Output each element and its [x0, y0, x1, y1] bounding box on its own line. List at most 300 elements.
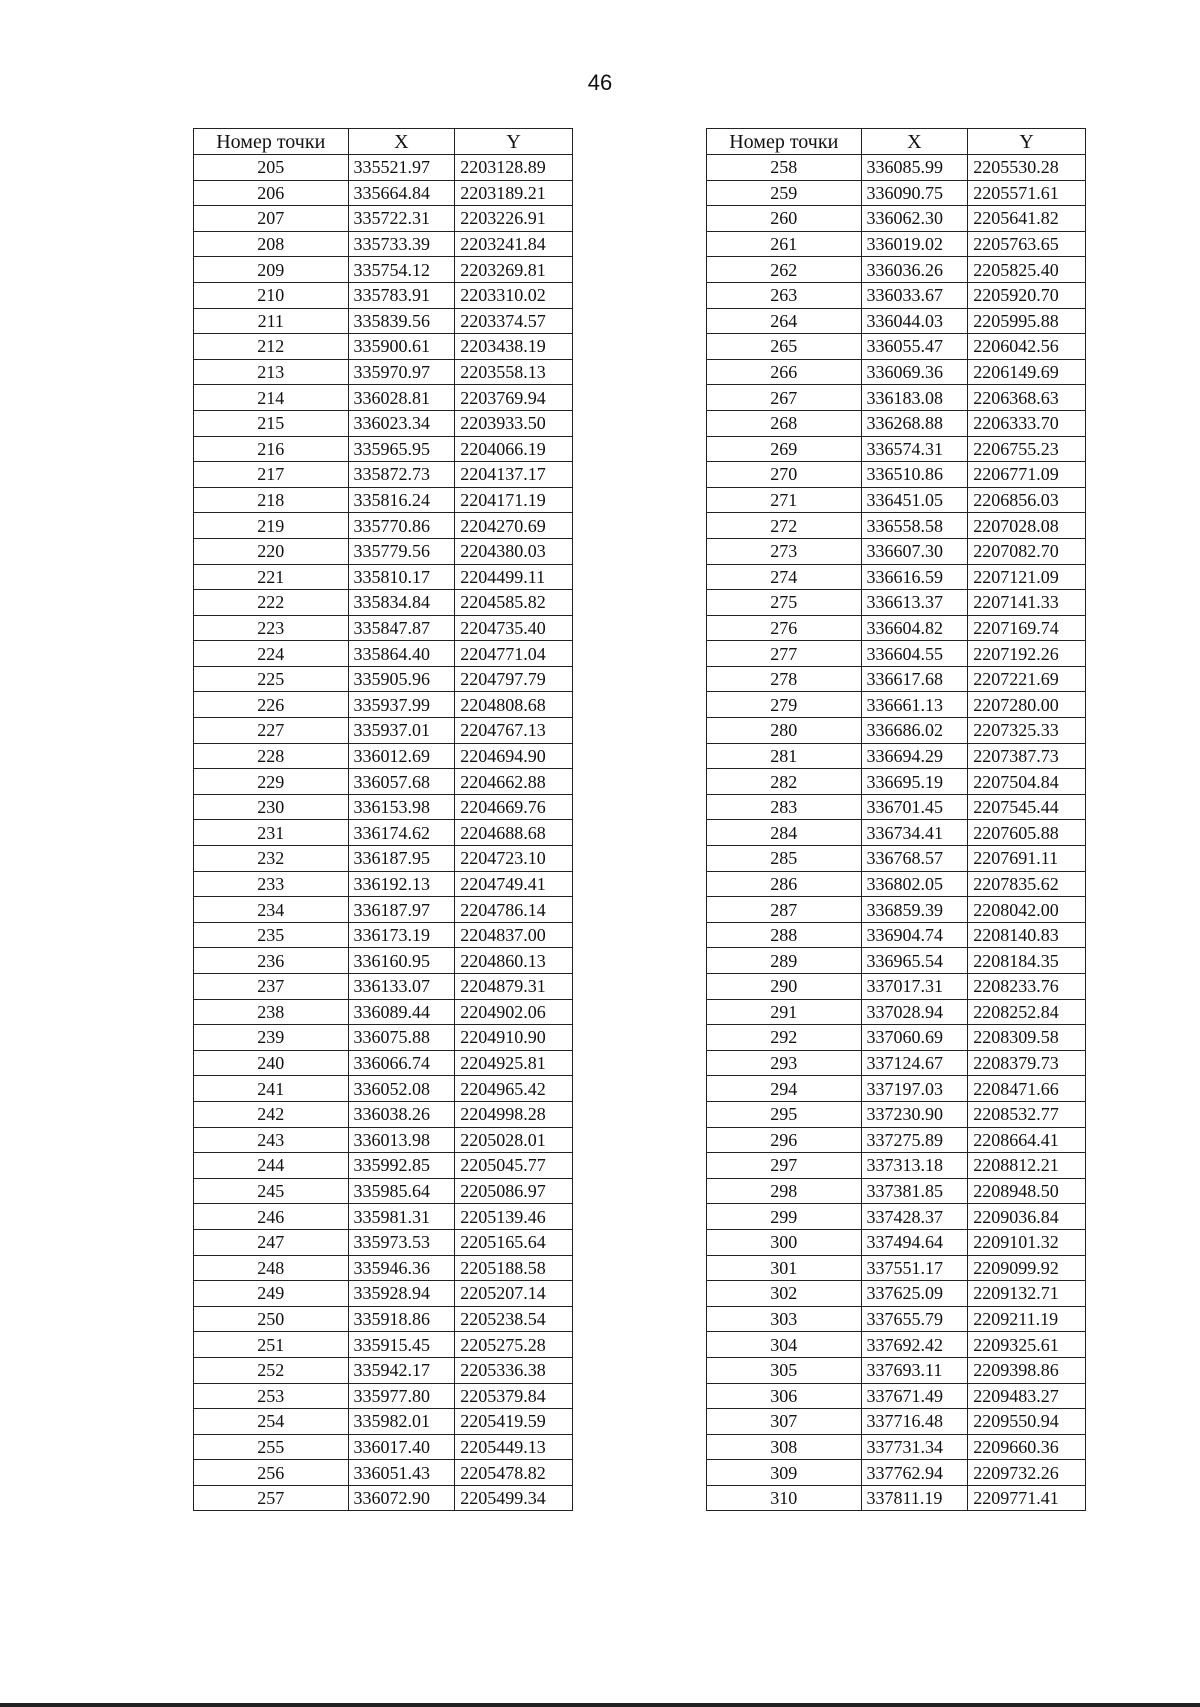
table-row — [194, 897, 573, 923]
point-number-cell: 248 — [194, 1255, 349, 1281]
point-number-cell: 288 — [707, 922, 862, 948]
x-cell: 335872.73 — [348, 462, 455, 488]
y-cell: 2203310.02 — [455, 282, 573, 308]
table-row — [194, 257, 573, 283]
x-cell: 336734.41 — [861, 820, 968, 846]
x-cell: 335981.31 — [348, 1204, 455, 1230]
x-cell: 336558.58 — [861, 513, 968, 539]
y-cell: 2209325.61 — [968, 1332, 1086, 1358]
y-cell: 2209771.41 — [968, 1485, 1086, 1511]
y-cell: 2204797.79 — [455, 666, 573, 692]
y-cell: 2204270.69 — [455, 513, 573, 539]
table-row — [707, 922, 1086, 948]
point-number-cell: 296 — [707, 1127, 862, 1153]
table-row — [194, 1460, 573, 1486]
y-cell: 2208948.50 — [968, 1178, 1086, 1204]
x-cell: 337716.48 — [861, 1409, 968, 1435]
x-cell: 337625.09 — [861, 1281, 968, 1307]
x-cell: 335982.01 — [348, 1409, 455, 1435]
x-cell: 336089.44 — [348, 999, 455, 1025]
table-row — [707, 513, 1086, 539]
point-number-cell: 250 — [194, 1306, 349, 1332]
table-row — [707, 666, 1086, 692]
table-row — [194, 974, 573, 1000]
point-number-cell: 220 — [194, 538, 349, 564]
point-number-cell: 275 — [707, 590, 862, 616]
point-number-cell: 252 — [194, 1357, 349, 1383]
x-cell: 335839.56 — [348, 308, 455, 334]
point-number-cell: 306 — [707, 1383, 862, 1409]
point-number-cell: 219 — [194, 513, 349, 539]
point-number-cell: 212 — [194, 334, 349, 360]
y-cell: 2209132.71 — [968, 1281, 1086, 1307]
table-row — [194, 1409, 573, 1435]
x-cell: 336153.98 — [348, 794, 455, 820]
x-cell: 337494.64 — [861, 1229, 968, 1255]
y-cell: 2205238.54 — [455, 1306, 573, 1332]
coordinates-table-right — [706, 128, 1086, 1511]
y-cell: 2207691.11 — [968, 846, 1086, 872]
header-x: X — [348, 129, 455, 155]
point-number-cell: 243 — [194, 1127, 349, 1153]
table-row — [707, 1101, 1086, 1127]
y-cell: 2204735.40 — [455, 615, 573, 641]
table-row — [194, 1127, 573, 1153]
table-row — [707, 1178, 1086, 1204]
point-number-cell: 208 — [194, 231, 349, 257]
x-cell: 336451.05 — [861, 487, 968, 513]
y-cell: 2203438.19 — [455, 334, 573, 360]
table-row — [194, 282, 573, 308]
table-row — [194, 666, 573, 692]
x-cell: 337060.69 — [861, 1025, 968, 1051]
point-number-cell: 259 — [707, 180, 862, 206]
x-cell: 336055.47 — [861, 334, 968, 360]
point-number-cell: 266 — [707, 359, 862, 385]
x-cell: 337313.18 — [861, 1153, 968, 1179]
y-cell: 2205086.97 — [455, 1178, 573, 1204]
point-number-cell: 279 — [707, 692, 862, 718]
x-cell: 337731.34 — [861, 1434, 968, 1460]
table-row — [194, 743, 573, 769]
table-row — [194, 1025, 573, 1051]
x-cell: 335900.61 — [348, 334, 455, 360]
table-row — [194, 1255, 573, 1281]
x-cell: 336051.43 — [348, 1460, 455, 1486]
point-number-cell: 284 — [707, 820, 862, 846]
x-cell: 336268.88 — [861, 410, 968, 436]
y-cell: 2204910.90 — [455, 1025, 573, 1051]
table-row — [707, 897, 1086, 923]
x-cell: 337197.03 — [861, 1076, 968, 1102]
point-number-cell: 272 — [707, 513, 862, 539]
y-cell: 2204066.19 — [455, 436, 573, 462]
y-cell: 2209099.92 — [968, 1255, 1086, 1281]
point-number-cell: 295 — [707, 1101, 862, 1127]
y-cell: 2207082.70 — [968, 538, 1086, 564]
table-row — [194, 410, 573, 436]
y-cell: 2206771.09 — [968, 462, 1086, 488]
y-cell: 2203933.50 — [455, 410, 573, 436]
table-row — [707, 820, 1086, 846]
table-row — [194, 231, 573, 257]
x-cell: 335985.64 — [348, 1178, 455, 1204]
table-row — [707, 359, 1086, 385]
x-cell: 335783.91 — [348, 282, 455, 308]
point-number-cell: 282 — [707, 769, 862, 795]
point-number-cell: 240 — [194, 1050, 349, 1076]
table-row — [194, 1357, 573, 1383]
table-row — [194, 462, 573, 488]
table-row — [194, 385, 573, 411]
point-number-cell: 264 — [707, 308, 862, 334]
table-row — [707, 410, 1086, 436]
y-cell: 2207121.09 — [968, 564, 1086, 590]
x-cell: 336187.95 — [348, 846, 455, 872]
y-cell: 2207545.44 — [968, 794, 1086, 820]
table-row — [707, 794, 1086, 820]
x-cell: 335834.84 — [348, 590, 455, 616]
x-cell: 335816.24 — [348, 487, 455, 513]
x-cell: 336052.08 — [348, 1076, 455, 1102]
point-number-cell: 235 — [194, 922, 349, 948]
point-number-cell: 290 — [707, 974, 862, 1000]
header-point-number: Номер точки — [707, 129, 862, 155]
x-cell: 336044.03 — [861, 308, 968, 334]
y-cell: 2206856.03 — [968, 487, 1086, 513]
x-cell: 335664.84 — [348, 180, 455, 206]
point-number-cell: 253 — [194, 1383, 349, 1409]
y-cell: 2207192.26 — [968, 641, 1086, 667]
y-cell: 2203269.81 — [455, 257, 573, 283]
x-cell: 336066.74 — [348, 1050, 455, 1076]
y-cell: 2205449.13 — [455, 1434, 573, 1460]
point-number-cell: 255 — [194, 1434, 349, 1460]
point-number-cell: 299 — [707, 1204, 862, 1230]
y-cell: 2205165.64 — [455, 1229, 573, 1255]
x-cell: 336686.02 — [861, 718, 968, 744]
point-number-cell: 283 — [707, 794, 862, 820]
table-row — [707, 871, 1086, 897]
table-row — [707, 999, 1086, 1025]
point-number-cell: 256 — [194, 1460, 349, 1486]
point-number-cell: 273 — [707, 538, 862, 564]
point-number-cell: 216 — [194, 436, 349, 462]
y-cell: 2204380.03 — [455, 538, 573, 564]
y-cell: 2203128.89 — [455, 155, 573, 181]
table-row — [707, 1460, 1086, 1486]
table-row — [194, 1229, 573, 1255]
point-number-cell: 309 — [707, 1460, 862, 1486]
table-row — [707, 948, 1086, 974]
y-cell: 2208379.73 — [968, 1050, 1086, 1076]
table-row — [194, 1332, 573, 1358]
point-number-cell: 232 — [194, 846, 349, 872]
y-cell: 2204723.10 — [455, 846, 573, 872]
x-cell: 337275.89 — [861, 1127, 968, 1153]
table-row — [707, 206, 1086, 232]
x-cell: 336075.88 — [348, 1025, 455, 1051]
table-row — [194, 1076, 573, 1102]
table-row — [707, 385, 1086, 411]
y-cell: 2204902.06 — [455, 999, 573, 1025]
y-cell: 2204771.04 — [455, 641, 573, 667]
y-cell: 2205530.28 — [968, 155, 1086, 181]
y-cell: 2205045.77 — [455, 1153, 573, 1179]
y-cell: 2205336.38 — [455, 1357, 573, 1383]
x-cell: 336033.67 — [861, 282, 968, 308]
table-row — [194, 1050, 573, 1076]
table-row — [194, 615, 573, 641]
y-cell: 2204662.88 — [455, 769, 573, 795]
x-cell: 335937.01 — [348, 718, 455, 744]
point-number-cell: 286 — [707, 871, 862, 897]
x-cell: 335754.12 — [348, 257, 455, 283]
x-cell: 336028.81 — [348, 385, 455, 411]
y-cell: 2205995.88 — [968, 308, 1086, 334]
x-cell: 336510.86 — [861, 462, 968, 488]
y-cell: 2204585.82 — [455, 590, 573, 616]
table-row — [707, 1306, 1086, 1332]
y-cell: 2205920.70 — [968, 282, 1086, 308]
point-number-cell: 260 — [707, 206, 862, 232]
point-number-cell: 230 — [194, 794, 349, 820]
y-cell: 2207325.33 — [968, 718, 1086, 744]
table-row — [194, 999, 573, 1025]
point-number-cell: 223 — [194, 615, 349, 641]
x-cell: 337692.42 — [861, 1332, 968, 1358]
x-cell: 337811.19 — [861, 1485, 968, 1511]
y-cell: 2204860.13 — [455, 948, 573, 974]
table-row — [194, 1101, 573, 1127]
y-cell: 2205139.46 — [455, 1204, 573, 1230]
table-row — [707, 257, 1086, 283]
point-number-cell: 237 — [194, 974, 349, 1000]
table-row — [194, 334, 573, 360]
x-cell: 336859.39 — [861, 897, 968, 923]
y-cell: 2204499.11 — [455, 564, 573, 590]
point-number-cell: 218 — [194, 487, 349, 513]
point-number-cell: 262 — [707, 257, 862, 283]
x-cell: 336038.26 — [348, 1101, 455, 1127]
y-cell: 2205763.65 — [968, 231, 1086, 257]
x-cell: 336187.97 — [348, 897, 455, 923]
table-row — [707, 180, 1086, 206]
y-cell: 2209211.19 — [968, 1306, 1086, 1332]
y-cell: 2204965.42 — [455, 1076, 573, 1102]
point-number-cell: 294 — [707, 1076, 862, 1102]
y-cell: 2205641.82 — [968, 206, 1086, 232]
x-cell: 336013.98 — [348, 1127, 455, 1153]
point-number-cell: 298 — [707, 1178, 862, 1204]
x-cell: 336574.31 — [861, 436, 968, 462]
y-cell: 2204137.17 — [455, 462, 573, 488]
point-number-cell: 231 — [194, 820, 349, 846]
table-row — [707, 974, 1086, 1000]
table-row — [194, 871, 573, 897]
y-cell: 2203189.21 — [455, 180, 573, 206]
point-number-cell: 221 — [194, 564, 349, 590]
table-row — [707, 846, 1086, 872]
y-cell: 2205499.34 — [455, 1485, 573, 1511]
table-row — [194, 155, 573, 181]
x-cell: 336768.57 — [861, 846, 968, 872]
point-number-cell: 308 — [707, 1434, 862, 1460]
table-row — [707, 692, 1086, 718]
table-row — [194, 1383, 573, 1409]
y-cell: 2209101.32 — [968, 1229, 1086, 1255]
table-row — [707, 538, 1086, 564]
y-cell: 2207504.84 — [968, 769, 1086, 795]
y-cell: 2207169.74 — [968, 615, 1086, 641]
x-cell: 336160.95 — [348, 948, 455, 974]
point-number-cell: 245 — [194, 1178, 349, 1204]
x-cell: 335965.95 — [348, 436, 455, 462]
y-cell: 2205188.58 — [455, 1255, 573, 1281]
y-cell: 2205419.59 — [455, 1409, 573, 1435]
point-number-cell: 303 — [707, 1306, 862, 1332]
table-row — [194, 513, 573, 539]
point-number-cell: 300 — [707, 1229, 862, 1255]
header-y: Y — [455, 129, 573, 155]
y-cell: 2204694.90 — [455, 743, 573, 769]
x-cell: 336192.13 — [348, 871, 455, 897]
x-cell: 337655.79 — [861, 1306, 968, 1332]
point-number-cell: 239 — [194, 1025, 349, 1051]
y-cell: 2206149.69 — [968, 359, 1086, 385]
point-number-cell: 267 — [707, 385, 862, 411]
point-number-cell: 261 — [707, 231, 862, 257]
x-cell: 335937.99 — [348, 692, 455, 718]
x-cell: 335992.85 — [348, 1153, 455, 1179]
x-cell: 335977.80 — [348, 1383, 455, 1409]
point-number-cell: 274 — [707, 564, 862, 590]
x-cell: 337230.90 — [861, 1101, 968, 1127]
y-cell: 2208471.66 — [968, 1076, 1086, 1102]
y-cell: 2206368.63 — [968, 385, 1086, 411]
x-cell: 335722.31 — [348, 206, 455, 232]
x-cell: 336604.82 — [861, 615, 968, 641]
y-cell: 2208309.58 — [968, 1025, 1086, 1051]
point-number-cell: 251 — [194, 1332, 349, 1358]
table-row — [194, 820, 573, 846]
point-number-cell: 227 — [194, 718, 349, 744]
table-row — [194, 180, 573, 206]
table-row — [707, 282, 1086, 308]
y-cell: 2208140.83 — [968, 922, 1086, 948]
point-number-cell: 214 — [194, 385, 349, 411]
header-point-number: Номер точки — [194, 129, 349, 155]
x-cell: 335973.53 — [348, 1229, 455, 1255]
y-cell: 2203558.13 — [455, 359, 573, 385]
table-row — [194, 359, 573, 385]
y-cell: 2209483.27 — [968, 1383, 1086, 1409]
table-row — [707, 1050, 1086, 1076]
page-number: 46 — [587, 70, 613, 95]
y-cell: 2208252.84 — [968, 999, 1086, 1025]
table-row — [707, 231, 1086, 257]
table-row — [194, 1485, 573, 1511]
table-row — [194, 487, 573, 513]
x-cell: 336965.54 — [861, 948, 968, 974]
x-cell: 336607.30 — [861, 538, 968, 564]
table-row — [707, 436, 1086, 462]
y-cell: 2203374.57 — [455, 308, 573, 334]
table-row — [194, 1434, 573, 1460]
table-row — [707, 1332, 1086, 1358]
x-cell: 336069.36 — [861, 359, 968, 385]
table-row — [707, 308, 1086, 334]
point-number-cell: 242 — [194, 1101, 349, 1127]
y-cell: 2204879.31 — [455, 974, 573, 1000]
table-row — [194, 948, 573, 974]
point-number-cell: 222 — [194, 590, 349, 616]
x-cell: 336174.62 — [348, 820, 455, 846]
point-number-cell: 301 — [707, 1255, 862, 1281]
header-y: Y — [968, 129, 1086, 155]
x-cell: 335521.97 — [348, 155, 455, 181]
point-number-cell: 247 — [194, 1229, 349, 1255]
point-number-cell: 226 — [194, 692, 349, 718]
point-number-cell: 271 — [707, 487, 862, 513]
point-number-cell: 213 — [194, 359, 349, 385]
y-cell: 2207835.62 — [968, 871, 1086, 897]
x-cell: 336023.34 — [348, 410, 455, 436]
point-number-cell: 209 — [194, 257, 349, 283]
y-cell: 2204998.28 — [455, 1101, 573, 1127]
point-number-cell: 211 — [194, 308, 349, 334]
y-cell: 2204786.14 — [455, 897, 573, 923]
table-row — [707, 462, 1086, 488]
point-number-cell: 265 — [707, 334, 862, 360]
x-cell: 336062.30 — [861, 206, 968, 232]
table-row — [707, 769, 1086, 795]
y-cell: 2206333.70 — [968, 410, 1086, 436]
y-cell: 2208664.41 — [968, 1127, 1086, 1153]
point-number-cell: 229 — [194, 769, 349, 795]
point-number-cell: 217 — [194, 462, 349, 488]
x-cell: 336695.19 — [861, 769, 968, 795]
x-cell: 336694.29 — [861, 743, 968, 769]
table-row — [194, 769, 573, 795]
point-number-cell: 292 — [707, 1025, 862, 1051]
y-cell: 2208233.76 — [968, 974, 1086, 1000]
y-cell: 2207280.00 — [968, 692, 1086, 718]
x-cell: 336036.26 — [861, 257, 968, 283]
point-number-cell: 291 — [707, 999, 862, 1025]
x-cell: 335770.86 — [348, 513, 455, 539]
x-cell: 336012.69 — [348, 743, 455, 769]
x-cell: 335918.86 — [348, 1306, 455, 1332]
x-cell: 336019.02 — [861, 231, 968, 257]
point-number-cell: 278 — [707, 666, 862, 692]
x-cell: 337671.49 — [861, 1383, 968, 1409]
table-row — [707, 1255, 1086, 1281]
x-cell: 337693.11 — [861, 1357, 968, 1383]
point-number-cell: 254 — [194, 1409, 349, 1435]
table-row — [194, 1153, 573, 1179]
y-cell: 2204171.19 — [455, 487, 573, 513]
x-cell: 336904.74 — [861, 922, 968, 948]
table-row — [194, 692, 573, 718]
point-number-cell: 225 — [194, 666, 349, 692]
point-number-cell: 241 — [194, 1076, 349, 1102]
table-row — [194, 564, 573, 590]
table-row — [194, 590, 573, 616]
point-number-cell: 285 — [707, 846, 862, 872]
y-cell: 2208812.21 — [968, 1153, 1086, 1179]
point-number-cell: 281 — [707, 743, 862, 769]
